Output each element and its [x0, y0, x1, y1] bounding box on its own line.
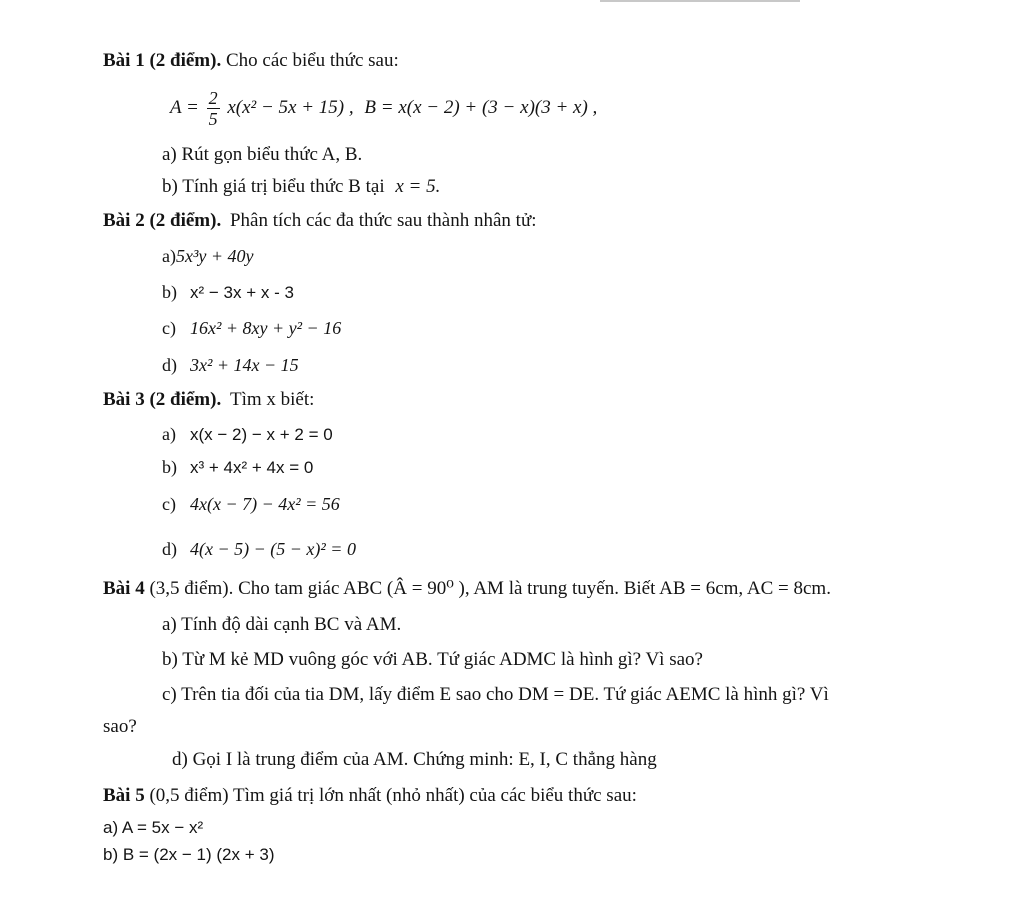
item-label: a): [162, 246, 176, 266]
bai5-part-a: a) A = 5x − x²: [103, 818, 204, 837]
item-label: b): [162, 282, 177, 302]
bai2-heading: [103, 210, 537, 232]
bai4-part-c-line2: sao?: [103, 716, 137, 737]
bai2-item-d: [162, 354, 299, 376]
item-expression: x³ + 4x² + 4x = 0: [190, 458, 314, 477]
bai4-part-b: b) Từ M kẻ MD vuông góc với AB. Tứ giác ADMC là hình gì? Vì sao?: [162, 649, 703, 670]
bai1-expressions: [170, 86, 597, 130]
two-fifths-fraction: [207, 88, 220, 129]
bai4-heading: [103, 578, 831, 600]
item-expression: x(x − 2) − x + 2 = 0: [190, 425, 333, 444]
item-label: d): [162, 539, 177, 559]
bai1-expr-a-rhs: x(x² − 5x + 15) ,: [227, 97, 354, 118]
bai1-part-b: [162, 176, 440, 198]
bai1-expr-a-lhs: A =: [170, 97, 199, 118]
bai3-item-c: [162, 493, 340, 515]
item-expression: 16x² + 8xy + y² − 16: [190, 318, 342, 338]
item-label: d): [162, 355, 177, 375]
bai1-part-b-math: x = 5.: [395, 176, 441, 197]
bai4-part-d: d) Gọi I là trung điểm của AM. Chứng minh: E, I, C thẳng hàng: [172, 749, 657, 770]
bai4-part-a: a) Tính độ dài cạnh BC và AM.: [162, 614, 402, 635]
bai1-part-a: a) Rút gọn biểu thức A, B.: [162, 144, 363, 165]
item-expression: x² − 3x + x - 3: [190, 283, 294, 302]
bai3-item-b: [162, 456, 313, 479]
fraction-numerator: 2: [208, 88, 218, 109]
bai1-part-b-text: b) Tính giá trị biểu thức B tại: [162, 176, 385, 197]
item-label: a): [162, 424, 176, 444]
item-label: b): [162, 457, 177, 477]
bai5-part-b: b) B = (2x − 1) (2x + 3): [103, 845, 275, 864]
bai3-title: Bài 3 (2 điểm).: [103, 389, 222, 410]
bai5-heading: [103, 785, 637, 807]
bai3-heading: [103, 389, 314, 411]
bai1-expr-b: B = x(x − 2) + (3 − x)(3 + x) ,: [364, 97, 598, 118]
bai5-intro: (0,5 điểm) Tìm giá trị lớn nhất (nhỏ nhất) của các biểu thức sau:: [149, 785, 637, 806]
bai2-intro: Phân tích các đa thức sau thành nhân tử:: [229, 210, 537, 231]
item-label: c): [162, 318, 176, 338]
bai4-title: Bài 4: [103, 578, 145, 599]
bai2-item-b: [162, 281, 294, 304]
bai4-part-c-line1: c) Trên tia đối của tia DM, lấy điểm E sao cho DM = DE. Tứ giác AEMC là hình gì? Vì: [162, 684, 829, 705]
item-expression: 5x³y + 40y: [175, 246, 254, 266]
item-expression: 4(x − 5) − (5 − x)² = 0: [190, 539, 356, 559]
bai3-intro: Tìm x biết:: [229, 389, 315, 410]
bai4-intro: (3,5 điểm). Cho tam giác ABC (Â = 90⁰ ), AM là trung tuyến. Biết AB = 6cm, AC = 8cm.: [149, 578, 831, 599]
bai2-item-c: [162, 317, 341, 339]
bai3-item-d: [162, 538, 356, 560]
item-expression: 3x² + 14x − 15: [190, 355, 299, 375]
bai2-item-a: [162, 245, 254, 267]
bai2-title: Bài 2 (2 điểm).: [103, 210, 222, 231]
fraction-denominator: 5: [208, 109, 218, 130]
top-edge-marks: [600, 0, 800, 8]
bai1-intro: Cho các biểu thức sau:: [225, 50, 399, 71]
item-expression: 4x(x − 7) − 4x² = 56: [190, 494, 340, 514]
bai1-title: Bài 1 (2 điểm).: [103, 50, 222, 71]
item-label: c): [162, 494, 176, 514]
bai3-item-a: [162, 423, 333, 446]
bai5-title: Bài 5: [103, 785, 145, 806]
bai1-heading: [103, 50, 399, 72]
